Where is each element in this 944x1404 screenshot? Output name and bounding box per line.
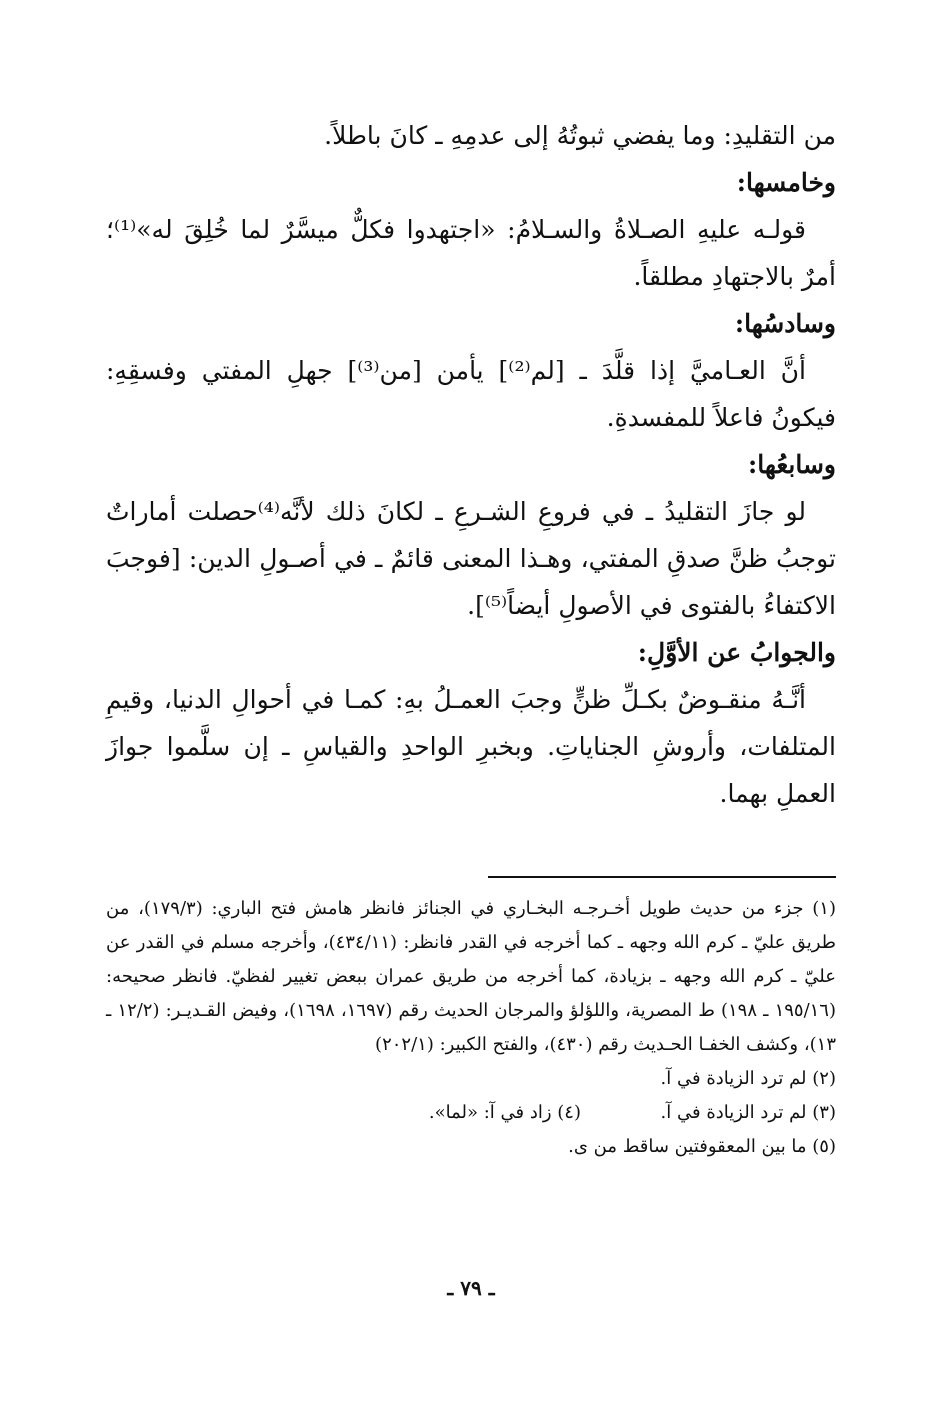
main-text — [106, 112, 836, 817]
footnote-4: (٤) زاد في آ: «لما». — [428, 1102, 581, 1123]
page-number: ـ ٧٩ ـ — [447, 1276, 495, 1300]
footnote-row — [106, 1096, 836, 1130]
paragraph-answer-first: أنَّـهُ منقـوضٌ بكـلِّ ظنٍّ وجبَ العمـلُ بهِ: كمـا في أحوالِ الدنيا، وقيمِ المتلفات، وأروشِ الجناياتِ. وبخبرِ الواحدِ والقياسِ ـ إن سلَّموا جوازَ العملِ بهما. — [106, 685, 836, 808]
paragraph-fifth: قولـه عليهِ الصـلاةُ والسـلامُ: «اجتهدوا فكلٌّ ميسَّرٌ لما خُلِقَ له»⁽¹⁾؛ أمرٌ بالاجتهادِ مطلقاً. — [106, 215, 836, 291]
book-page — [106, 112, 836, 1300]
footnote-2: (٢) لم ترد الزيادة في آ. — [660, 1068, 836, 1089]
heading-sixth: وسادسُها: — [734, 309, 836, 338]
paragraph-seventh: لو جازَ التقليدُ ـ في فروعِ الشـرعِ ـ لكانَ ذلك لأنَّه⁽⁴⁾حصلت أماراتٌ توجبُ ظنَّ صدقِ المفتي، وهـذا المعنى قائمٌ ـ في أصـولِ الدين: [فوجبَ الاكتفاءُ بالفتوى في الأصولِ أيضاً⁽⁵⁾]. — [106, 497, 836, 620]
footnote-divider — [488, 876, 836, 878]
paragraph-sixth: أنَّ العـاميَّ إذا قلَّدَ ـ [لم⁽²⁾] يأمن [من⁽³⁾] جهلِ المفتي وفسقِهِ: فيكونُ فاعلاً للمفسدةِ. — [106, 356, 836, 432]
paragraph-continuation: من التقليدِ: وما يفضي ثبوتُهُ إلى عدمِهِ ـ كانَ باطلاً. — [324, 121, 836, 150]
heading-fifth: وخامسها: — [736, 168, 836, 197]
heading-answer-first: والجوابُ عن الأوَّلِ: — [637, 638, 836, 667]
footnotes — [106, 892, 836, 1164]
footnote-5: (٥) ما بين المعقوفتين ساقط من ى. — [568, 1136, 836, 1157]
footnote-1: (١) جزء من حديث طويل أخـرجـه البخـاري في الجنائز فانظر هامش فتح الباري: (١٧٩/٣)، من طريق عليّ ـ كرم الله وجهه ـ كما أخرجه في القدر فانظر: (٤٣٤/١١)، وأخرجه مسلم في القدر عن عليّ ـ كرم الله وجهه ـ بزيادة، كما أخرجه من طريق عمران ببعض تغيير لفظيّ. فانظر صحيحه: (١٩٥/١٦ ـ ١٩٨) ط المصرية، واللؤلؤ والمرجان الحديث رقم (١٦٩٧، ١٦٩٨)، وفيض القـديـر: (١٢/٢ ـ ١٣)، وكشف الخفـا الحـديث رقم (٤٣٠)، والفتح الكبير: (٢٠٢/١) — [106, 898, 836, 1055]
footnote-3: (٣) لم ترد الزيادة في آ. — [660, 1102, 836, 1123]
heading-seventh: وسابعُها: — [747, 450, 836, 479]
